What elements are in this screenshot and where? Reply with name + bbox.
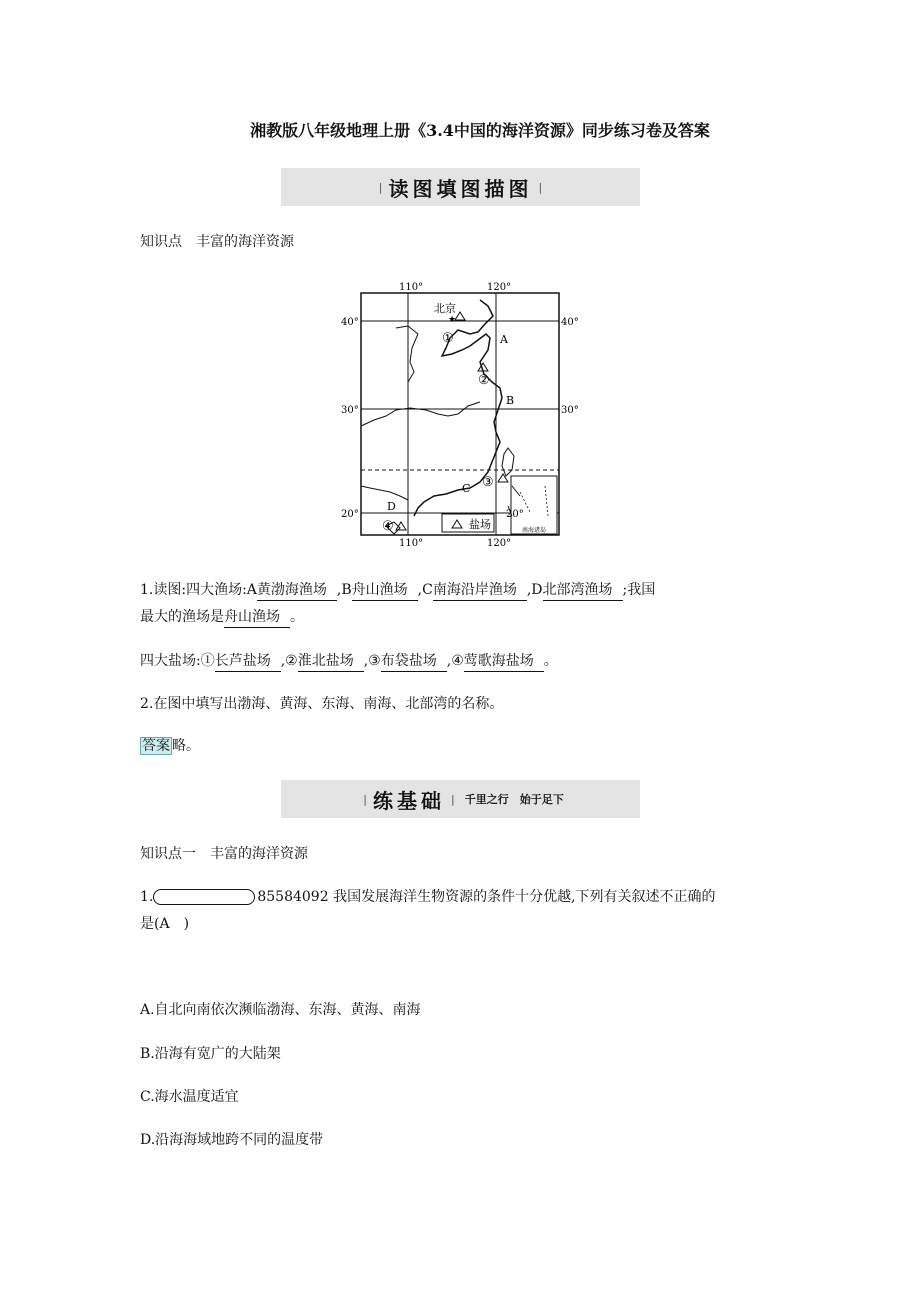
salt-field-number: ① bbox=[442, 331, 454, 346]
lat-label: 20° bbox=[506, 509, 524, 520]
answer-blank: 舟山渔场 bbox=[224, 607, 290, 628]
section-label: 读图填图描图 bbox=[388, 176, 533, 201]
capital-star-icon: ★ bbox=[448, 315, 457, 325]
lat-label: 40° bbox=[561, 317, 579, 328]
option-b: B.沿海有宽广的大陆架 bbox=[140, 1046, 281, 1062]
lat-label: 30° bbox=[341, 405, 359, 416]
fishery-label-b: B bbox=[506, 394, 515, 407]
option-d: D.沿海海域地跨不同的温度带 bbox=[140, 1132, 324, 1148]
section-banner-reading: | 读图填图描图 | bbox=[281, 168, 640, 206]
lat-label: 40° bbox=[341, 317, 359, 328]
legend-label: 盐场 bbox=[469, 518, 491, 531]
beijing-label: 北京 bbox=[434, 302, 456, 315]
question-marine-bio: 1. 85584092 我国发展海洋生物资源的条件十分优越,下列有关叙述不正确的 bbox=[140, 889, 716, 905]
question-fisheries: 1.读图:四大渔场:A黄渤海渔场 ,B舟山渔场 ,C南海沿岸渔场 ,D北部湾渔场 ;我国 bbox=[140, 580, 800, 601]
inset-label: 南海诸岛 bbox=[521, 527, 547, 534]
salt-field-number: ④ bbox=[382, 519, 394, 534]
question-largest-fishery: 最大的渔场是舟山渔场 。 bbox=[140, 607, 304, 628]
salt-field-number: ③ bbox=[482, 475, 494, 490]
answer-blank: 舟山渔场 bbox=[352, 580, 418, 601]
section-label: 练基础 bbox=[373, 788, 445, 813]
salt-field-number: ② bbox=[478, 373, 490, 388]
lat-label: 20° bbox=[341, 509, 359, 520]
question-stem-end: 是(A ) bbox=[140, 916, 190, 932]
answer-blank: 北部湾渔场 bbox=[543, 580, 623, 601]
option-a: A.自北向南依次濒临渤海、东海、黄海、南海 bbox=[140, 1002, 421, 1018]
knowledge-point: 知识点 丰富的海洋资源 bbox=[140, 234, 294, 250]
answer-blank: 莺歌海盐场 bbox=[464, 651, 544, 672]
question-salt-fields: 四大盐场:①长芦盐场 ,②淮北盐场 ,③布袋盐场 ,④莺歌海盐场 。 bbox=[140, 651, 558, 672]
china-coast-map bbox=[330, 276, 590, 548]
knowledge-point: 知识点一 丰富的海洋资源 bbox=[140, 846, 308, 862]
answer-blank: 黄渤海渔场 bbox=[257, 580, 337, 601]
answer-blank: 长芦盐场 bbox=[215, 651, 281, 672]
question-seas: 2.在图中填写出渤海、黄海、东海、南海、北部湾的名称。 bbox=[140, 696, 504, 712]
section-sublabel: 千里之行 始于足下 bbox=[464, 793, 564, 806]
lat-label: 30° bbox=[561, 405, 579, 416]
fishery-label-c: C bbox=[462, 482, 471, 495]
fishery-label-a: A bbox=[500, 333, 508, 346]
answer-blank: 淮北盐场 bbox=[298, 651, 364, 672]
lon-label: 110° bbox=[399, 538, 424, 548]
fishery-label-d: D bbox=[387, 500, 396, 513]
question-id-box bbox=[153, 889, 255, 905]
lon-label: 110° bbox=[399, 282, 424, 293]
answer-tag: 答案 bbox=[142, 738, 170, 754]
option-c: C.海水温度适宜 bbox=[140, 1089, 239, 1105]
lon-label: 120° bbox=[487, 282, 512, 293]
section-banner-basics: | 练基础 | 千里之行 始于足下 bbox=[281, 780, 640, 818]
page-title: 湘教版八年级地理上册《3.4中国的海洋资源》同步练习卷及答案 bbox=[250, 121, 710, 140]
lon-label: 120° bbox=[487, 538, 512, 548]
answer-blank: 布袋盐场 bbox=[381, 651, 447, 672]
answer-blank: 南海沿岸渔场 bbox=[433, 580, 527, 601]
answer-line: 答案 略。 bbox=[142, 738, 200, 754]
